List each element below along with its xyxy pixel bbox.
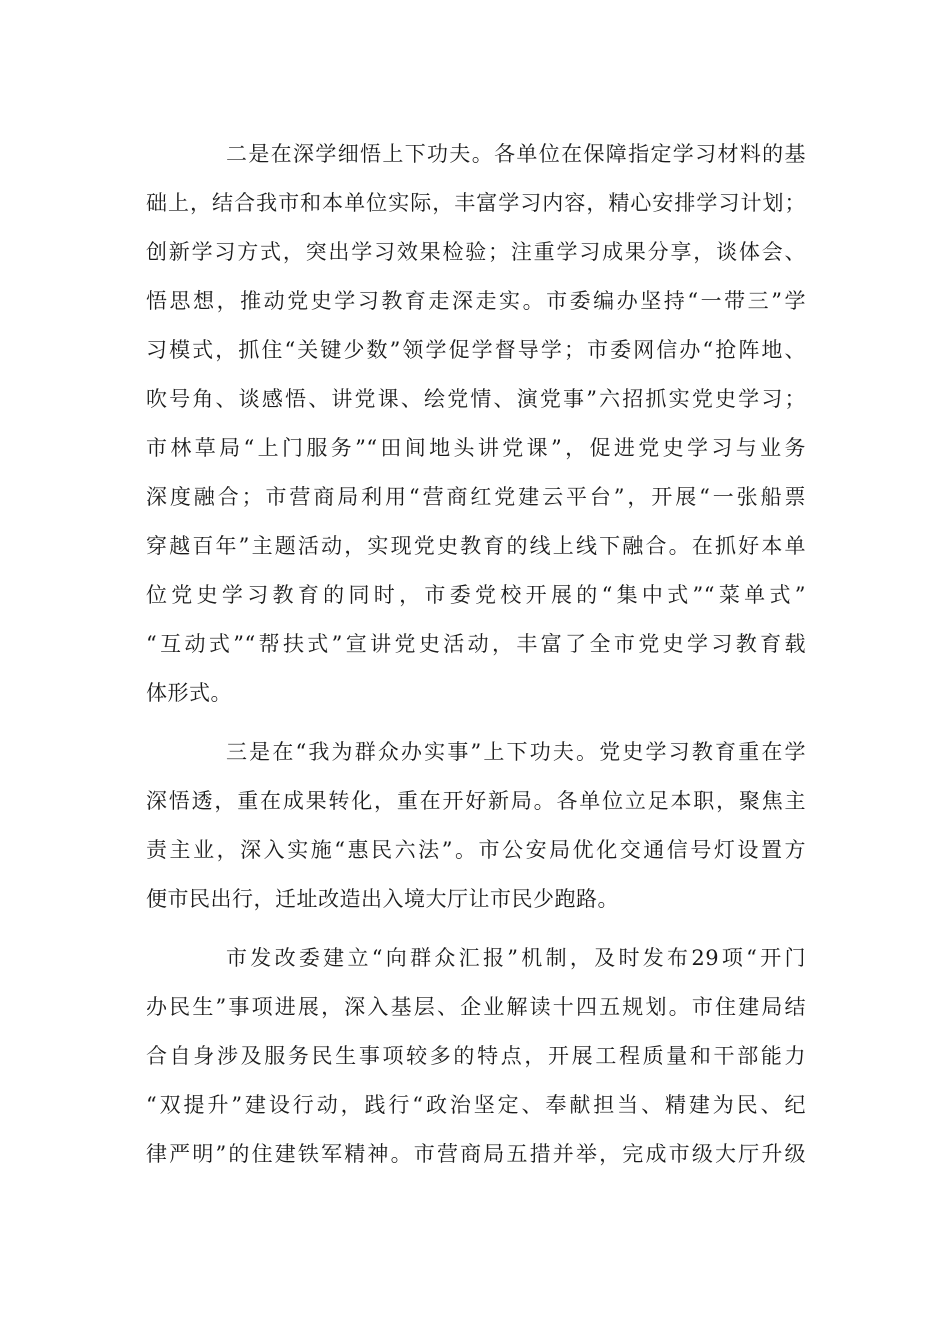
paragraph-line: 三是在“我为群众办实事”上下功夫。党史学习教育重在学	[226, 740, 806, 764]
paragraph-line: 位党史学习教育的同时，市委党校开展的“集中式”“菜单式”	[146, 583, 806, 607]
paragraph-line: 深悟透，重在成果转化，重在开好新局。各单位立足本职，聚焦主	[146, 789, 806, 813]
paragraph-line: 市发改委建立“向群众汇报”机制，及时发布29项“开门	[226, 946, 806, 970]
paragraph-spacer	[146, 718, 806, 728]
paragraph-spacer	[146, 924, 806, 934]
paragraph-line: 穿越百年”主题活动，实现党史教育的线上线下融合。在抓好本单	[146, 534, 806, 558]
paragraph-line: “双提升”建设行动，践行“政治坚定、奉献担当、精建为民、纪	[146, 1093, 806, 1117]
paragraph-line: 础上，结合我市和本单位实际，丰富学习内容，精心安排学习计划；	[146, 191, 806, 215]
paragraph-line: 市林草局“上门服务”“田间地头讲党课”，促进党史学习与业务	[146, 436, 806, 460]
paragraph-line: 悟思想，推动党史学习教育走深走实。市委编办坚持“一带三”学	[146, 289, 806, 313]
paragraph-line: 便市民出行，迁址改造出入境大厅让市民少跑路。	[146, 887, 619, 911]
paragraph-line: 创新学习方式，突出学习效果检验；注重学习成果分享，谈体会、	[146, 240, 806, 264]
paragraph-service	[146, 728, 806, 924]
paragraph-study	[146, 130, 806, 718]
paragraph-line: 律严明”的住建铁军精神。市营商局五措并举，完成市级大厅升级	[146, 1142, 806, 1166]
paragraph-line: 习模式，抓住“关键少数”领学促学督导学；市委网信办“抢阵地、	[146, 338, 806, 362]
paragraph-line: 合自身涉及服务民生事项较多的特点，开展工程质量和干部能力	[146, 1044, 806, 1068]
paragraph-line: “互动式”“帮扶式”宣讲党史活动，丰富了全市党史学习教育载	[146, 632, 806, 656]
paragraph-line: 体形式。	[146, 681, 232, 705]
paragraph-line: 责主业，深入实施“惠民六法”。市公安局优化交通信号灯设置方	[146, 838, 806, 862]
paragraph-line: 吹号角、谈感悟、讲党课、绘党情、演党事”六招抓实党史学习；	[146, 387, 806, 411]
document-body	[146, 130, 806, 1179]
paragraph-line: 办民生”事项进展，深入基层、企业解读十四五规划。市住建局结	[146, 995, 806, 1019]
paragraph-line: 二是在深学细悟上下功夫。各单位在保障指定学习材料的基	[226, 142, 806, 166]
paragraph-reform	[146, 934, 806, 1179]
paragraph-line: 深度融合；市营商局利用“营商红党建云平台”，开展“一张船票	[146, 485, 806, 509]
